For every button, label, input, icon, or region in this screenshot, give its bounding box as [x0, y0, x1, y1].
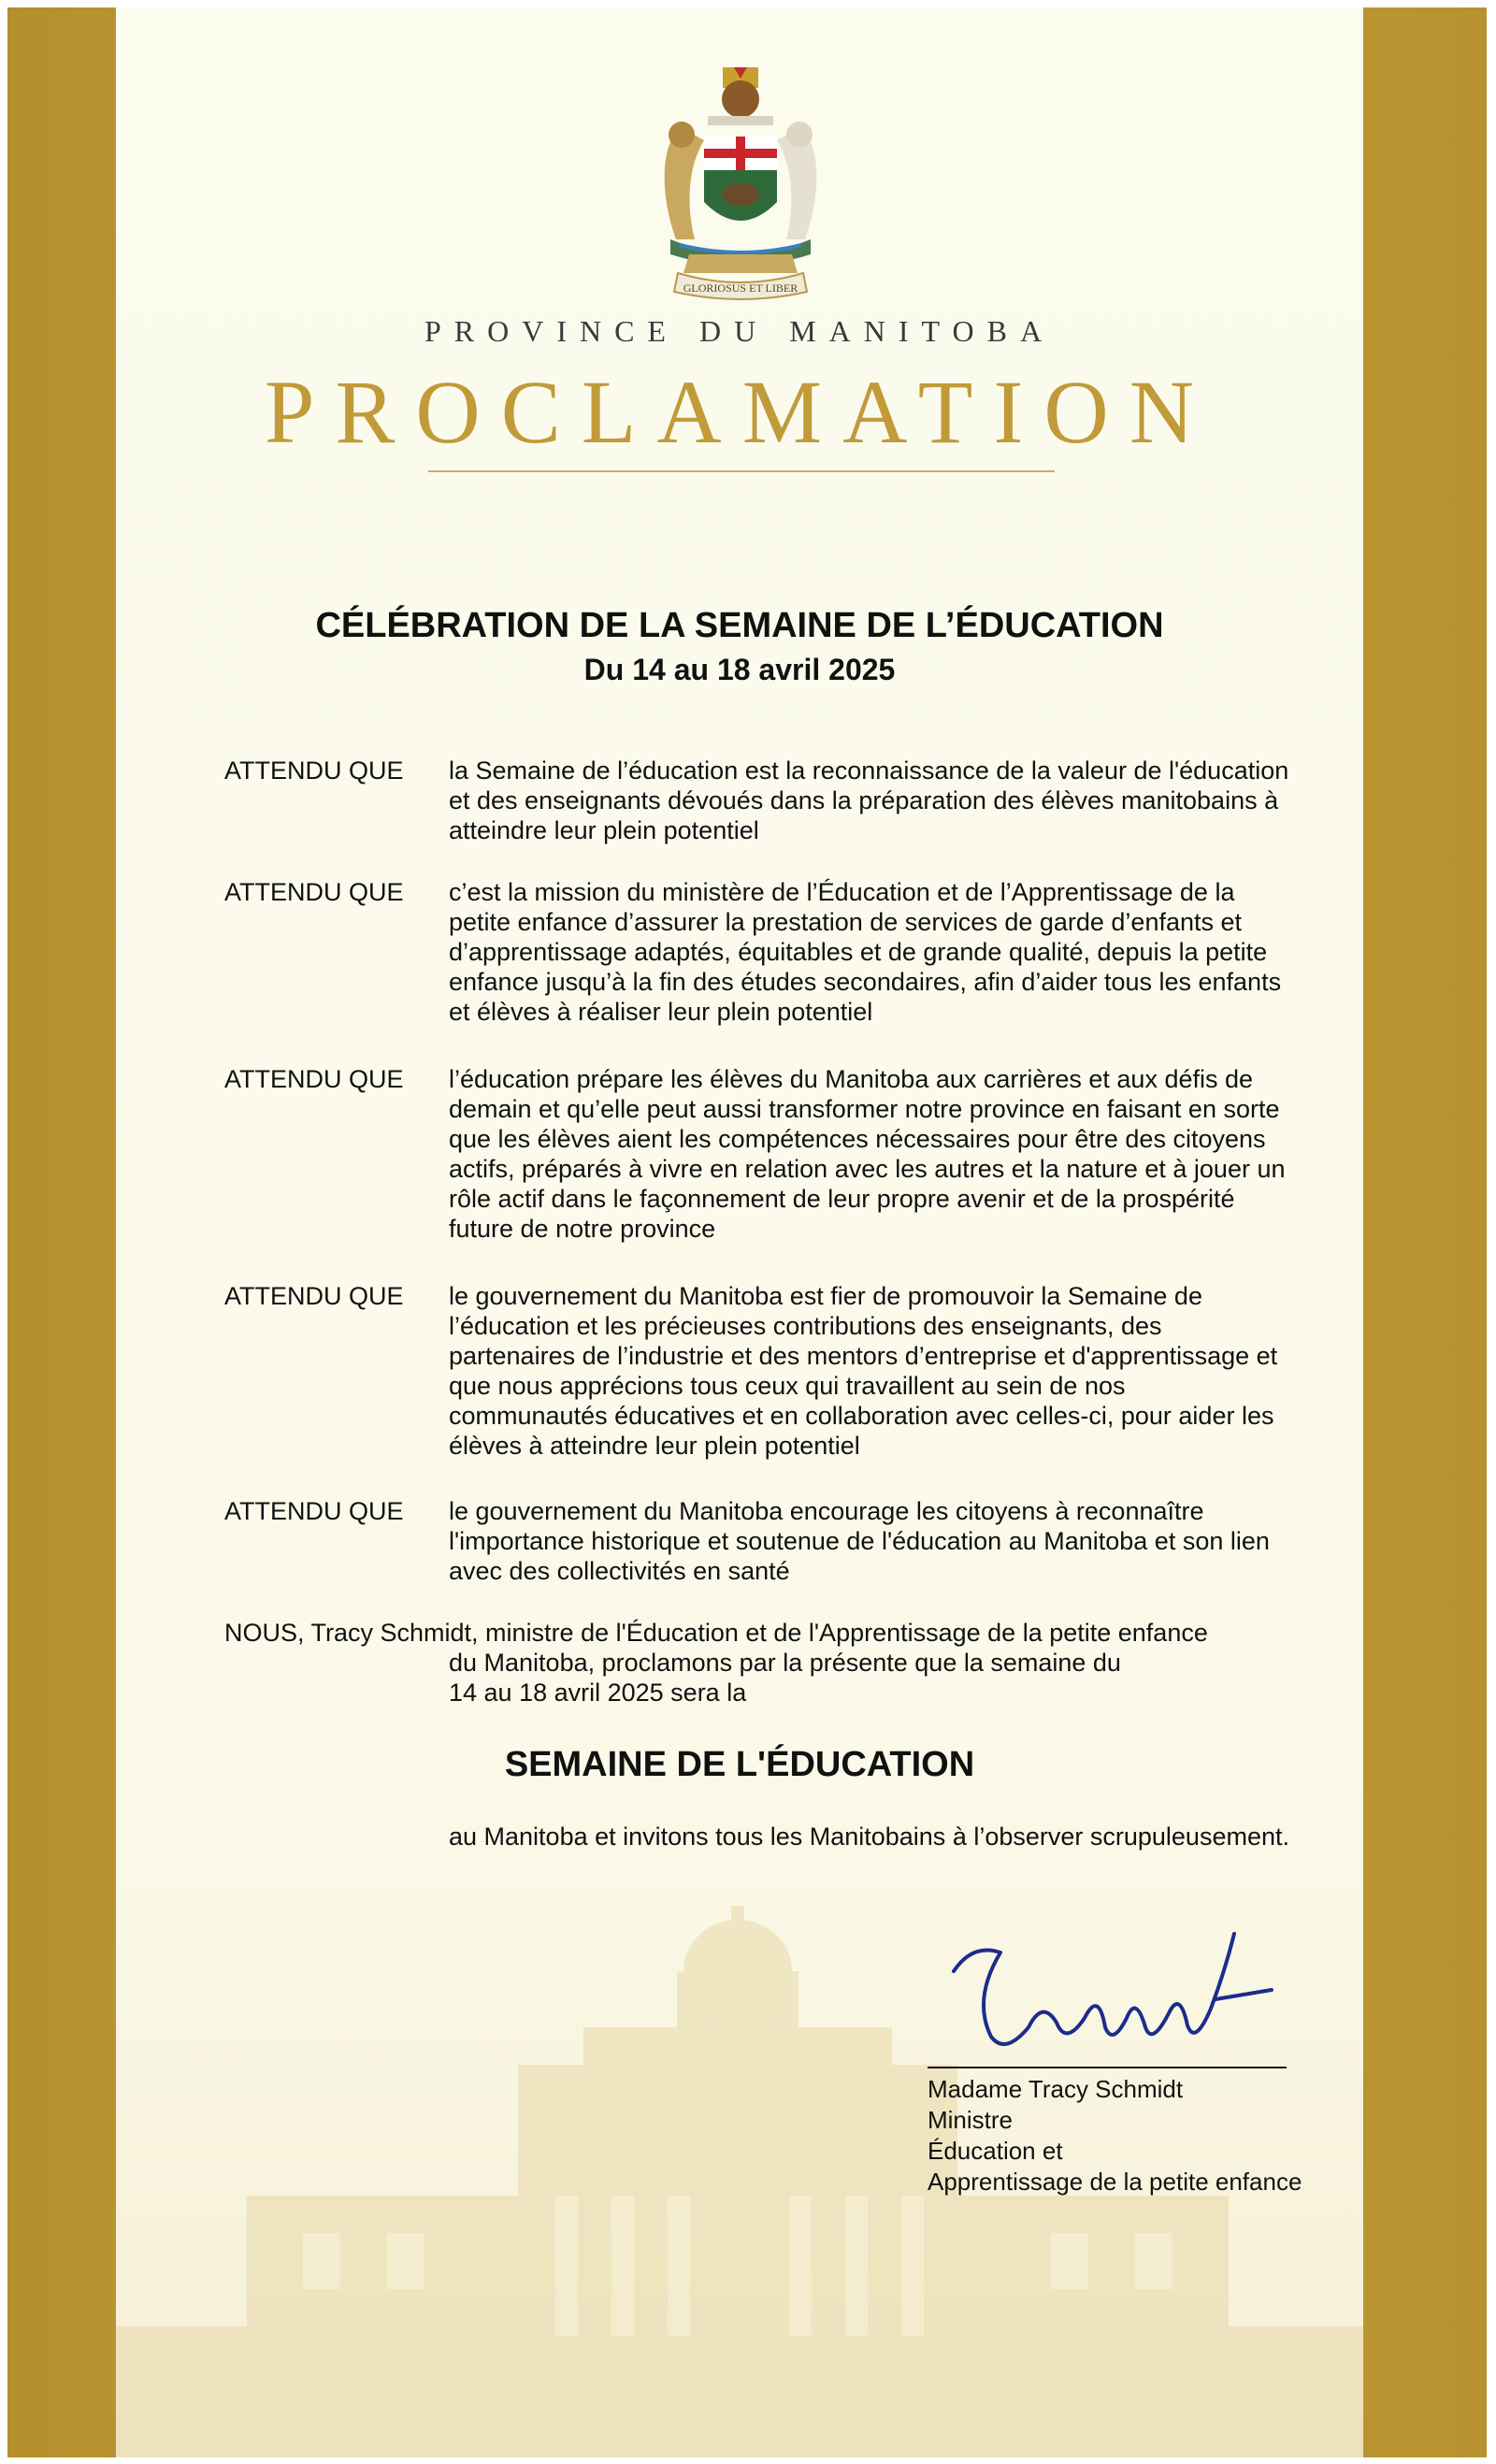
proclamation-line: du Manitoba, proclamons par la présente que la semaine du: [449, 1649, 1121, 1677]
proclamation-title: PROCLAMATION: [264, 362, 1216, 462]
whereas-keyword: ATTENDU QUE: [224, 878, 404, 906]
whereas-keyword: ATTENDU QUE: [224, 1282, 404, 1310]
signer-title: Ministre: [928, 2106, 1014, 2134]
proclamation-paper: [116, 7, 1363, 2457]
proclaimed-week: SEMAINE DE L'ÉDUCATION: [504, 1745, 975, 1784]
handwritten-signature: [935, 1915, 1328, 2083]
title-divider: [428, 470, 1055, 472]
signer-block: [928, 2074, 1302, 2197]
proclamation-line: 14 au 18 avril 2025 sera la: [449, 1679, 747, 1707]
whereas-text: c’est la mission du ministère de l’Éducation et de l’Apprentissage de la petite enfance d’assurer la prestation de services de garde d’enfants et d’apprentissage adaptés, équitables et de grande qualité, depuis la petite enfance jusqu’à la fin des études secondaires, afin d’aider tous les enfants et élèves à réaliser leur plein potentiel: [449, 878, 1282, 1026]
signer-department: Apprentissage de la petite enfance: [928, 2168, 1302, 2196]
celebration-dates: Du 14 au 18 avril 2025: [583, 653, 896, 686]
whereas-text: le gouvernement du Manitoba est fier de promouvoir la Semaine de l’éducation et les précieuses contributions des enseignants, des partenaires de l’industrie et des mentors d’entreprise et d'apprentissage et que nous apprécions tous ceux qui travaillent au sein de nos communautés éducatives et en collaboration avec celles-ci, pour aider les élèves à atteindre leur plein potentiel: [449, 1282, 1278, 1460]
celebration-heading: CÉLÉBRATION DE LA SEMAINE DE L’ÉDUCATION: [315, 606, 1164, 645]
closing-text: au Manitoba et invitons tous les Manitobains à l’observer scrupuleusement.: [449, 1823, 1289, 1851]
whereas-keyword: ATTENDU QUE: [224, 1065, 404, 1093]
province-name: PROVINCE DU MANITOBA: [424, 314, 1056, 348]
whereas-text: la Semaine de l’éducation est la reconnaissance de la valeur de l'éducation et des enseignants dévoués dans la préparation des élèves manitobains à atteindre leur plein potentiel: [449, 756, 1289, 844]
whereas-text: le gouvernement du Manitoba encourage les citoyens à reconnaître l'importance historique et soutenue de l'éducation au Manitoba et son lien avec des collectivités en santé: [449, 1497, 1270, 1585]
proclamation-statement: [224, 1618, 1328, 1708]
signer-department: Éducation et: [928, 2137, 1063, 2165]
signature-line: [928, 2067, 1287, 2068]
whereas-keyword: ATTENDU QUE: [224, 756, 404, 785]
manitoba-coat-of-arms: [642, 62, 839, 305]
whereas-text: l’éducation prépare les élèves du Manitoba aux carrières et aux défis de demain et qu’elle peut aussi transformer notre province en faisant en sorte que les élèves aient les compétences nécessaires pour être des citoyens actifs, préparés à vivre en relation avec les autres et la nature et à jouer un rôle actif dans le façonnement de leur propre avenir et de la prospérité future de notre province: [449, 1065, 1286, 1243]
signer-name: Madame Tracy Schmidt: [928, 2075, 1184, 2103]
proclamation-line: NOUS, Tracy Schmidt, ministre de l'Éducation et de l'Apprentissage de la petite enfance: [224, 1619, 1208, 1647]
whereas-keyword: ATTENDU QUE: [224, 1497, 404, 1525]
crest-motto: GLORIOSUS ET LIBER: [683, 281, 798, 295]
